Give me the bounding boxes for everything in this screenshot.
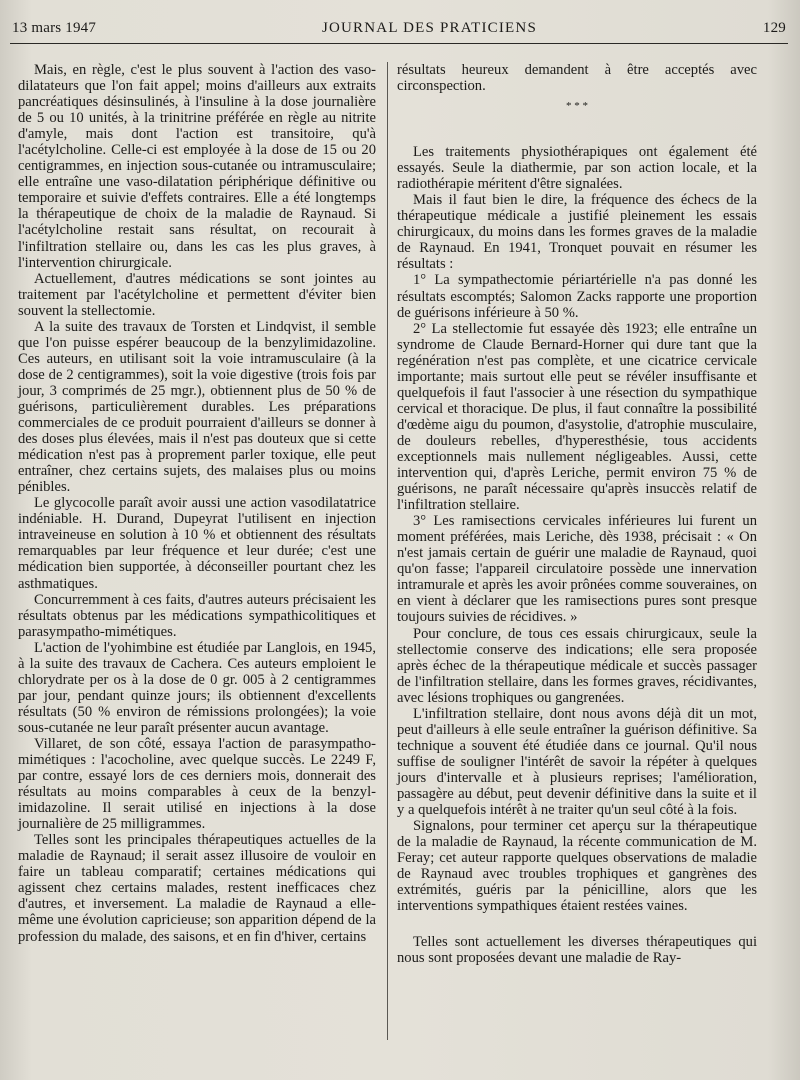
right-column <box>397 62 757 966</box>
paragraph: 2° La stellectomie fut essayée dès 1923; elle entraîne un syndrome de Claude Bernard-Horner qui dure tant que la regénération n'est pas complète, et une cicatrice cervicale importante; mais surtout elle peut se révéler insuffisante et quelquefois il faut l'associer à une résection du sympathique cervical et thoracique. De plus, il faut connaître la possibilité d'œdème aigu du poumon, d'asystolie, d'atrophie musculaire, de douleurs rebelles, d'hyperesthésie, tous accidents exceptionnels mais nullement négligeables. Aussi, cette intervention qui, d'après Leriche, permit environ 75 % de guérisons, ne paraît nécessaire qu'après insuccès relatif de l'infiltration stellaire. <box>397 320 757 514</box>
paragraph: Villaret, de son côté, essaya l'action de parasympatho-mimétiques : l'acocholine, avec quelque succès. Le 2249 F, par contre, essayé lors de ces derniers mois, donnerait des résultats au moins comparables à ceux de la benzyl-imidazoline. Il serait utilisé en injections à la dose journalière de 25 milligrammes. <box>18 735 376 833</box>
paragraph: Telles sont actuellement les diverses thérapeutiques qui nous sont proposées devant une maladie de Ray- <box>397 934 757 967</box>
paragraph-continuation: résultats heureux demandent à être acceptés avec circonspection. <box>397 62 757 95</box>
paragraph: L'action de l'yohimbine est étudiée par Langlois, en 1945, à la suite des travaux de Cachera. Ces auteurs emploient le chlorydrate per os à la dose de 0 gr. 005 à 2 centigrammes par jour, pendant quinze jours; ils obtiennent d'excellents résultats (50 % environ de rémissions prolongées); la voie sous-cutanée ne leur paraît présenter aucun avantage. <box>18 639 376 736</box>
paragraph: Mais il faut bien le dire, la fréquence des échecs de la thérapeutique médicale a justifié pleinement les essais chirurgicaux, du moins dans les formes graves de la maladie de Raynaud. En 1941, Tronquet pouvait en résumer les résultats : <box>397 192 757 273</box>
paragraph: Actuellement, d'autres médications se sont jointes au traitement par l'acétylcholine et permettent d'éviter bien souvent la stellectomie. <box>18 270 376 319</box>
issue-date: 13 mars 1947 <box>12 20 97 36</box>
paragraph: Le glycocolle paraît avoir aussi une action vasodilatatrice indéniable. H. Durand, Dupeyrat l'utilisent en injection intraveineuse en solution à 10 % et obtiennent des résultats remarquables par leur fréquence et leur durée; c'est une médication bien supportée, à déconseiller pourtant chez les asthmatiques. <box>18 495 376 592</box>
paragraph: Pour conclure, de tous ces essais chirurgicaux, seule la stellectomie conserve des indications; elle sera proposée après échec de la thérapeutique médicale et succès passager de l'infiltration stellaire, dans les formes graves, récidivantes, avec lésions trophiques ou gangrenées. <box>397 625 757 706</box>
paragraph: Signalons, pour terminer cet aperçu sur la thérapeutique de la maladie de Raynaud, la récente communication de M. Feray; cet auteur rapporte quelques observations de maladie de Raynaud avec troubles trophiques et gangrènes des extrémités, guéris par la pénicilline, alors que les interventions sympathiques étaient restées vaines. <box>397 818 757 915</box>
paragraph: L'infiltration stellaire, dont nous avons déjà dit un mot, peut d'ailleurs à elle seule entraîner la guérison définitive. Sa technique a souvent été étudiée dans ce journal. Qu'il nous suffise de souligner l'intérêt de savoir la répéter à quelques jours d'intervalle et à plusieurs reprises; l'amélioration, passagère au début, peut devenir définitive dans la suite et il y a quelquefois intérêt à ne traiter qu'un seul côté à la fois. <box>397 705 757 819</box>
header-rule <box>10 43 788 44</box>
left-column <box>18 62 376 945</box>
paragraph: Mais, en règle, c'est le plus souvent à l'action des vaso-dilatateurs que l'on fait appel; moins d'ailleurs aux extraits pancréatiques désinsulinés, à l'insuline à la dose journalière de 5 ou 10 unités, à la trinitrine préférée en règle au nitrite d'amyle, mais dont l'action est transitoire, qu'à l'acétylcholine. Celle-ci est employée à la dose de 15 ou 20 centigrammes, en injection sous-cutanée ou intramusculaire; elle entraîne une vaso-dilatation périphérique définitive ou temporaire et suivie d'effets contraires. Elle a été longtemps la thérapeutique de choix de la maladie de Raynaud. Si l'acétylcholine restait sans résultat, on recourait à l'infiltration stellaire ou, dans les cas les plus graves, à l'intervention chirurgicale. <box>18 62 376 271</box>
paragraph: Concurremment à ces faits, d'autres auteurs précisaient les résultats obtenus par les médications sympathicolitiques et parasympatho-mimétiques. <box>18 591 376 640</box>
paragraph: 3° Les ramisections cervicales inférieures lui furent un moment préférées, mais Leriche, dès 1938, précisait : « On n'est jamais certain de guérir une maladie de Raynaud, quoi qu'on fasse; l'appareil circulatoire possède une innervation intramurale et après les avoir prônées comme souveraines, on en vient à déclarer que les ramisections pures sont presque toujours suivies de récidives. » <box>397 513 757 626</box>
page-number: 129 <box>762 20 786 36</box>
paragraph: 1° La sympathectomie périartérielle n'a pas donné les résultats escomptés; Salomon Zacks rapporte une proportion de guérisons inférieure à 50 %. <box>397 272 757 321</box>
column-divider <box>387 62 388 1040</box>
journal-title: JOURNAL DES PRATICIENS <box>321 20 537 36</box>
paragraph: Les traitements physiothérapiques ont également été essayés. Seule la diathermie, par son action locale, et la radiothérapie méritent d'être signalées. <box>397 144 757 193</box>
section-separator: * * * <box>566 100 588 113</box>
paragraph: A la suite des travaux de Torsten et Lindqvist, il semble que l'on puisse espérer beaucoup de la benzylimidazoline. Ces auteurs, en utilisant soit la voie intramusculaire (à la dose de 2 centigrammes), soit la voie digestive (trois fois par jour, 3 comprimés de 25 mgr.), obtiennent plus de 50 % de guérisons, particulièrement durables. Les préparations commerciales de ce produit pourraient d'ailleurs se donner à des doses plus élevées, mais il n'est pas douteux que si cette médication n'est pas à proprement parler toxique, elle peut entraîner, chez certains sujets, des malaises plus ou moins pénibles. <box>18 318 376 496</box>
running-header <box>12 20 786 40</box>
paragraph: Telles sont les principales thérapeutiques actuelles de la maladie de Raynaud; il serait assez illusoire de vouloir en faire un tableau comparatif; certaines médications qui agissent chez certains malades, restent inefficaces chez d'autres, et inversement. La maladie de Raynaud a elle-même une évolution capricieuse; son apparition dépend de la profession du malade, des saisons, et en fin d'hiver, certains <box>18 832 376 945</box>
